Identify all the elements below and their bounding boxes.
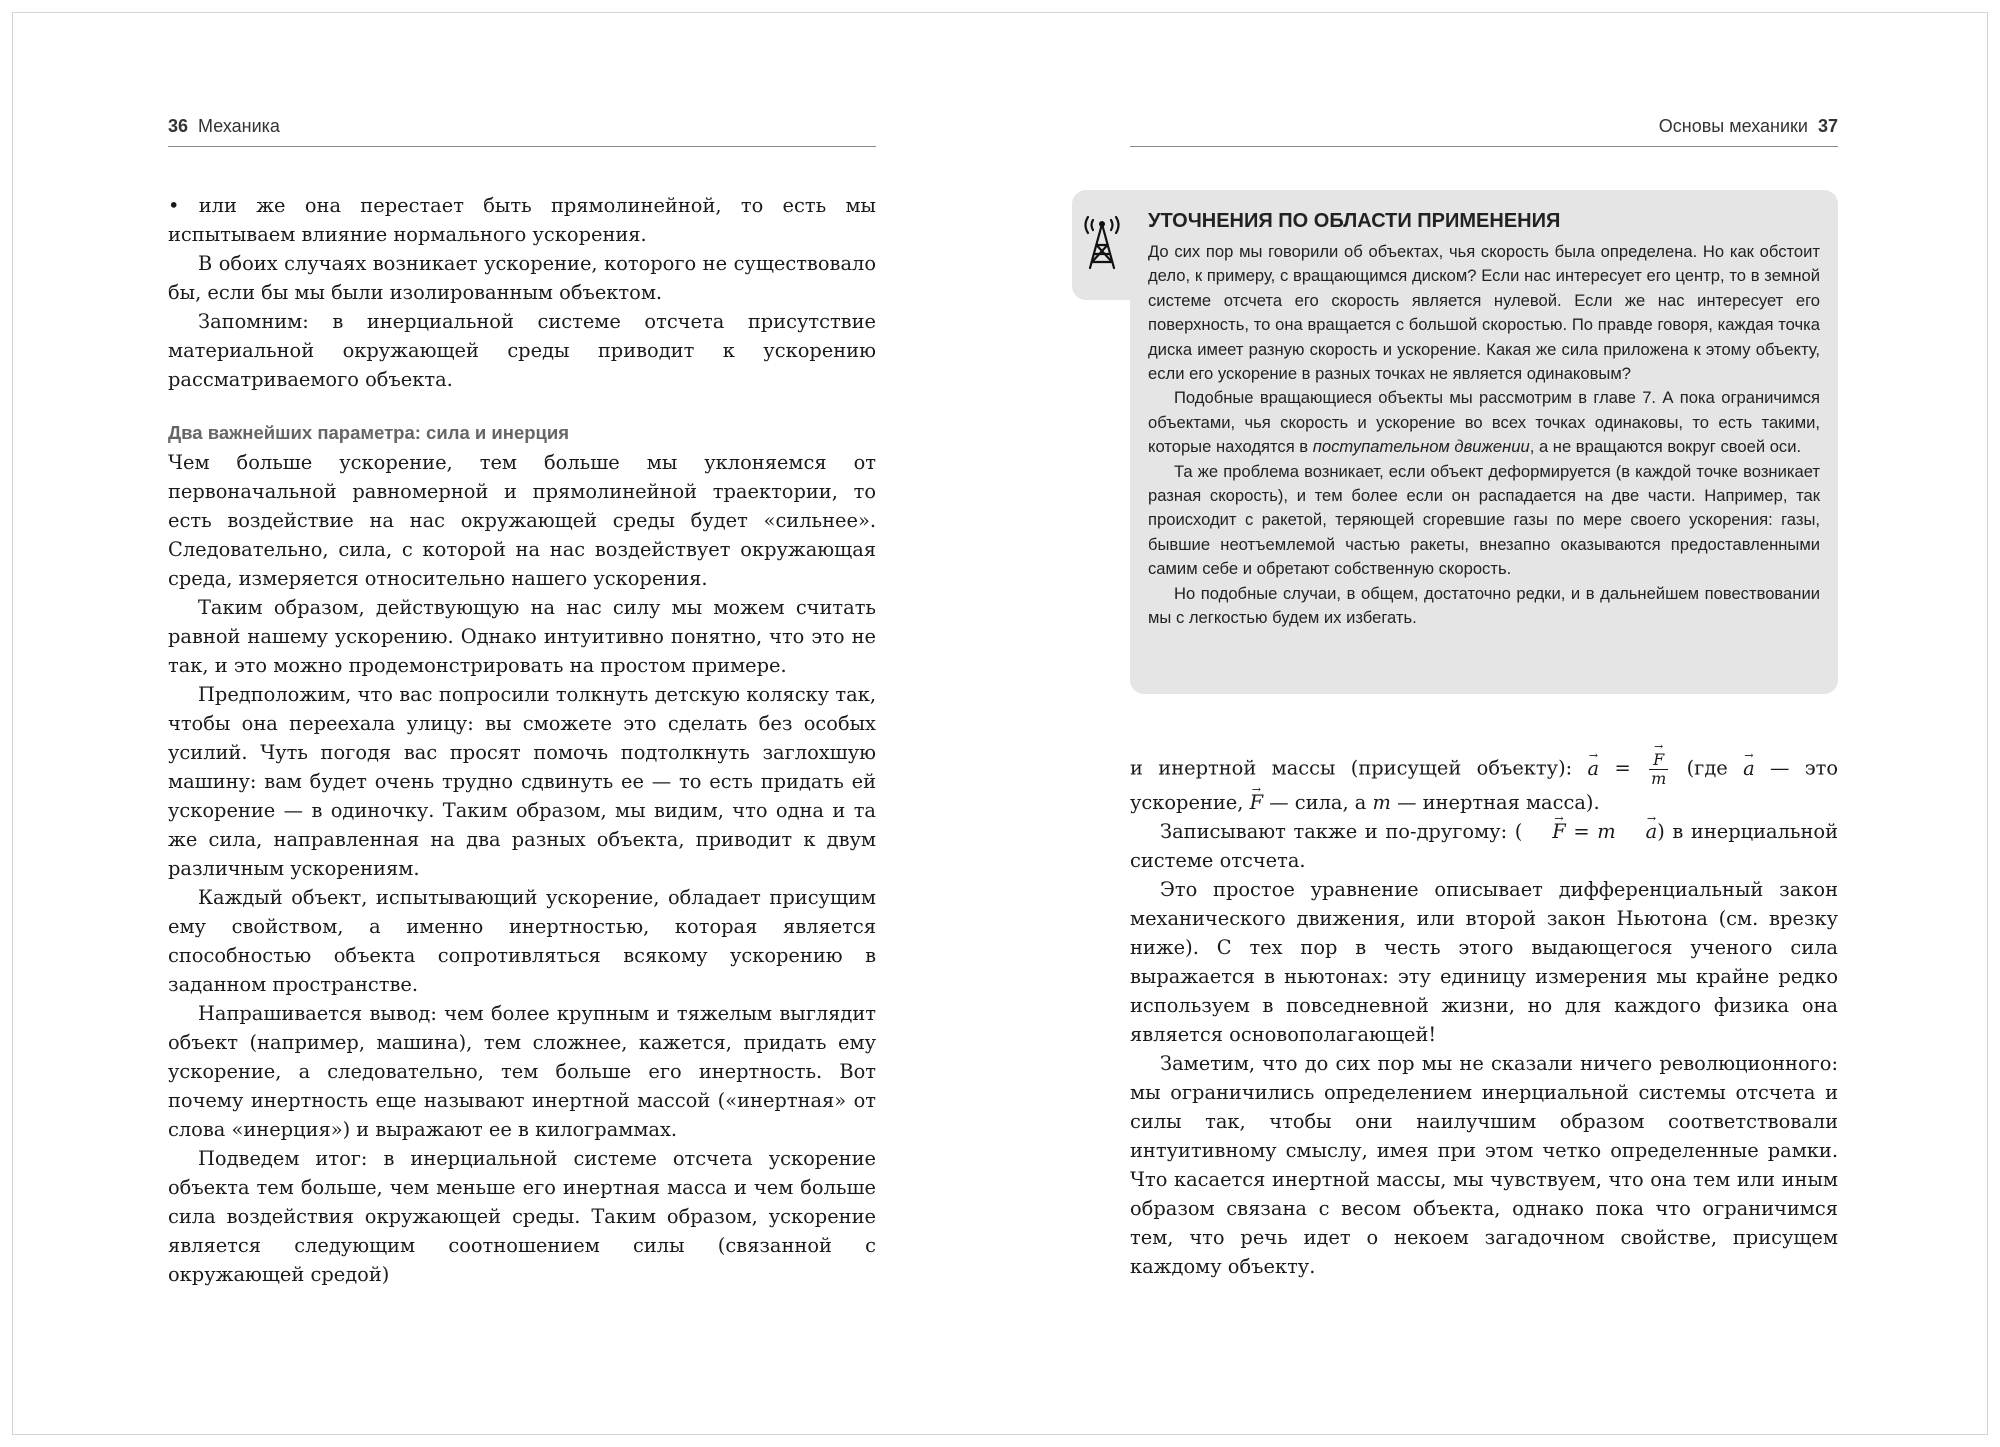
paragraph: Это простое уравнение описывает дифференциальный закон механического движения, или второй закон Ньютона (см. врезку ниже). С тех пор в честь этого выдающегося ученого сила выражается в ньютонах: эту единицу измерения мы крайне редко используем в повседневной жизни, но для каждого физика она является основополагающей! [1130, 878, 1838, 1046]
math-equals: = [1599, 756, 1647, 780]
paragraph: Подведем итог: в инерциальной системе отсчета ускорение объекта тем больше, чем меньше его инертная масса и чем больше сила воздействия окружающей среды. Таким образом, ускорение является следующим соотношением силы (связанной с окружающей средой) [168, 1147, 876, 1286]
left-page-number: 36 [168, 116, 189, 136]
sidebar-text: Подобные вращающиеся объекты мы рассмотрим в главе 7. А пока ограничимся объектами, чья скорость и ускорение во всех точках одинаковы, то есть такими, которые находятся в [1148, 388, 1820, 457]
math-a-vector: a → [1616, 817, 1658, 846]
sidebar-paragraph: Но подобные случаи, в общем, достаточно редки, и в дальнейшем повествовании мы с легкостью будем их избегать. [1148, 583, 1820, 628]
paragraph: Таким образом, действующую на нас силу мы можем считать равной нашему ускорению. Однако интуитивно понятно, что это не так, и это можно продемонстрировать на простом примере. [168, 596, 876, 677]
text-fragment: — это ускорение, [1130, 756, 1839, 814]
fraction-denominator: m [1651, 769, 1667, 788]
bullet-paragraph: • или же она перестает быть прямолинейной, то есть мы испытываем влияние нормального ускорения. [168, 194, 876, 246]
left-page [168, 0, 876, 1447]
sidebar-body [1148, 240, 1820, 631]
math-fraction [1649, 751, 1668, 788]
left-header-title: Механика [198, 116, 280, 136]
left-body-top [168, 191, 876, 1289]
paragraph: Предположим, что вас попросили толкнуть детскую коляску так, чтобы она переехала улицу: вы сможете это сделать без особых усилий. Чуть погодя вас просят помочь подтолкнуть заглохшую машину: вам будет очень трудно сдвинуть ее — то есть придать ей ускорение — в одиночку. Таким образом, мы видим, что одна и та же сила, направленная на два разных объекта, приводит к двум различным ускорениям. [168, 683, 876, 880]
left-running-head [168, 114, 876, 147]
right-running-head [1130, 114, 1838, 147]
paragraph: Напрашивается вывод: чем более крупным и тяжелым выглядит объект (например, машина), тем сложнее, кажется, придать ему ускорение, а следовательно, тем больше его инертность. Вот почему инертность еще называют инертной массой («инертная» от слова «инерция») и выражают ее в килограммах. [168, 1002, 876, 1141]
formula-paragraph [1130, 751, 1838, 817]
math-a-vector: a → [1743, 754, 1755, 783]
section-subheading: Два важнейших параметра: сила и инерция [168, 422, 570, 443]
right-header-title: Основы механики [1658, 116, 1808, 136]
sidebar-paragraph: Та же проблема возникает, если объект деформируется (в каждой точке возникает разная скорость), и тем более если он распадается на две части. Например, так происходит с ракетой, теряющей сгоревшие газы по мере своего ускорения: газы, бывшие неотъемлемой частью ракеты, внезапно оказываются предоставленными самим себе и обретают собственную скорость. [1148, 461, 1820, 579]
text-fragment: (где [1671, 756, 1744, 780]
paragraph: Каждый объект, испытывающий ускорение, обладает присущим ему свойством, а именно инертностью, которая является способностью объекта сопротивляться всякому ускорению в заданном пространстве. [168, 886, 876, 996]
math-f-vector: F → [1250, 788, 1263, 817]
right-body [1130, 751, 1838, 1281]
math-a-vector: a → [1588, 754, 1600, 783]
sidebar-emphasis: поступательном движении [1312, 437, 1530, 457]
paragraph: Чем больше ускорение, тем больше мы уклоняемся от первоначальной равномерной и прямолинейной траектории, то есть воздействие на нас окружающей среды будет «сильнее». Следовательно, сила, с которой на нас воздействует окружающая среда, измеряется относительно нашего ускорения. [168, 451, 876, 590]
sidebar-paragraph [1148, 386, 1820, 459]
math-m: m [1597, 820, 1616, 843]
text-fragment: — сила, а [1263, 791, 1373, 814]
sidebar-text: , а не вращаются вокруг своей оси. [1529, 437, 1802, 457]
formula-paragraph [1130, 817, 1838, 875]
paragraph: Заметим, что до сих пор мы не сказали ничего революционного: мы ограничились определением инерциальной системы отсчета и силы так, чтобы они наилучшим образом соответствовали интуитивному смыслу, имея при этом четко определенные рамки. Что касается инертной массы, мы чувствуем, что она тем или иным образом связана с весом объекта, однако пока что ограничимся тем, что речь идет о некоем загадочном свойстве, присущем каждому объекту. [1130, 1052, 1838, 1278]
sidebar-paragraph: До сих пор мы говорили об объектах, чья скорость была определена. Но как обстоит дело, к примеру, с вращающимся диском? Если нас интересует его центр, то в земной системе отсчета его скорость является нулевой. Если же нас интересует его поверхность, то она вращается с большой скоростью. По правде говоря, каждая точка диска имеет разную скорость и ускорение. Какая же сила приложена к этому объекту, если его ускорение в разных точках не является одинаковым? [1148, 242, 1820, 384]
math-m: m [1372, 791, 1391, 814]
math-equals: = [1565, 820, 1598, 843]
fraction-numerator [1649, 751, 1668, 770]
radio-tower-icon [1080, 214, 1124, 274]
right-page-number: 37 [1817, 116, 1838, 136]
text-fragment: — инертная масса). [1390, 791, 1600, 814]
math-f-vector: F → [1653, 751, 1664, 769]
paragraph: В обоих случаях возникает ускорение, которого не существовало бы, если бы мы были изолированным объектом. [168, 252, 876, 304]
text-fragment: ) в инерциальной системе отсчета. [1130, 820, 1838, 872]
paragraph: Запомним: в инерциальной системе отсчета присутствие материальной окружающей среды приводит к ускорению рассматриваемого объекта. [168, 310, 876, 391]
sidebar-title: УТОЧНЕНИЯ ПО ОБЛАСТИ ПРИМЕНЕНИЯ [1148, 210, 1561, 232]
text-fragment: Записывают также и по-другому: ( [1160, 820, 1523, 843]
sidebar-box [1130, 190, 1838, 694]
math-f-vector: F → [1522, 817, 1565, 846]
text-fragment: и инертной массы (присущей объекту): [1130, 756, 1588, 780]
